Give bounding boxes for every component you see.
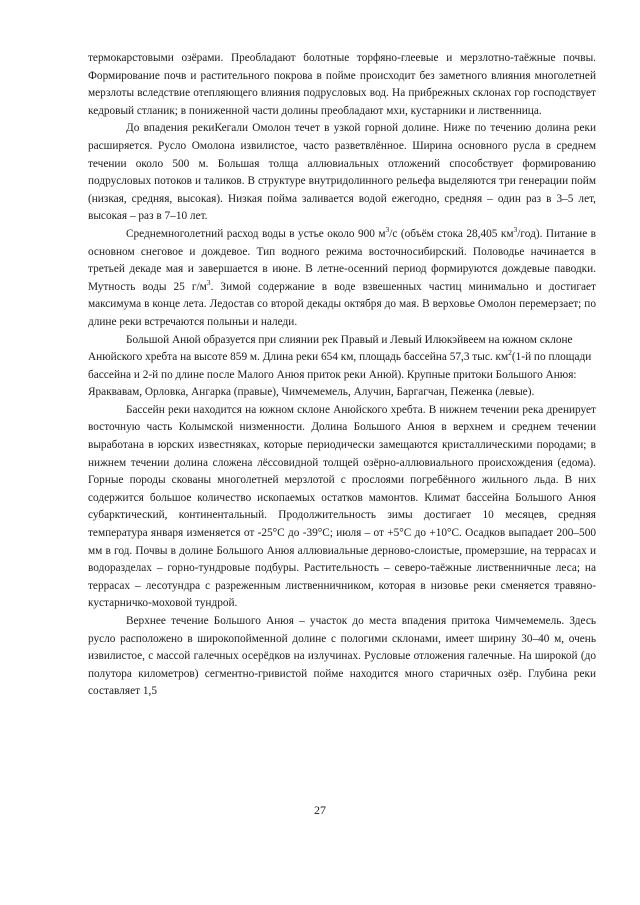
page-number: 27 — [314, 803, 326, 817]
paragraph-upper-course: Верхнее течение Большого Анюя – участок до места впадения притока Чимчемемель. Здесь русло расположено в широкопойменной долине с пологими склонами, имеет ширину 30–40 м, очень извилистое, с массой галечных осерёдков на излучинах. Русловые отложения галечные. На широкой (до полутора километров) сегментно-гривистой пойме находится много старичных озёр. Глубина реки составляет 1,5 — [88, 615, 596, 698]
document-page — [88, 50, 596, 701]
text-segment: . Зимой содержание в воде взвешенных частиц минимально и достигает максимума в конце лета. Ледостав со второй декады октября до мая. В верховье Омолон перемерзает; по длине реки встречаются полыньи и наледи. — [88, 280, 596, 328]
text-segment: /год). Питание в основном снеговое и дождевое. Тип водного режима восточносибирский. Половодье начинается в третьей декаде мая и завершается в июне. В летне-осенний период формируются дождевые паводки. Мутность воды 25 г/м — [88, 227, 596, 293]
paragraph-omolon-valley: До впадения рекиКегали Омолон течет в узкой горной долине. Ниже по течению долина реки расширяется. Русло Омолона извилистое, часто разветвлённое. Ширина основного русла в среднем течении около 500 м. Большая толща аллювиальных отложений способствует формированию подрусловых потоков и таликов. В структуре внутридолинного рельефа выделяются три генерации пойм (низкая, средняя, высокая). Низкая пойма заливается водой ежегодно, средняя – один раз в 3–5 лет, высокая – раз в 7–10 лет. — [88, 122, 596, 223]
text-segment: Среднемноголетний расход воды в устье около 900 м — [126, 227, 386, 240]
paragraph-basin-description: Бассейн реки находится на южном склоне Анюйского хребта. В нижнем течении река дренирует восточную часть Колымской низменности. Долина Большого Анюя в верхнем и среднем течении выработана в юрских известняках, которые периодически замещаются кристаллическими породами; в нижнем течении долина сложена лёссовидной толщей озёрно-аллювиального происхождения (едома). Горные породы скованы многолетней мерзлотой с прослоями погребённого жильного льда. В них содержится большое количество ископаемых остатков мамонтов. Климат бассейна Большого Анюя субарктический, континентальный. Продолжительность зимы достигает 10 месяцев, средняя температура января изменяется от -25°С до -39°С; июля – от +5°С до +10°С. Осадков выпадает 200–500 мм в год. Почвы в долине Большого Анюя аллювиальные дерново-слоистые, промерзшие, на террасах и водоразделах – горно-тундровые подбуры. Растительность – северо-таёжные лиственничные леса; на террасах – лесотундра с разреженным лиственничником, которая в низовье реки сменяется травяно-кустарничко-моховой тундрой. — [88, 403, 596, 610]
text-segment: Большой Анюй образуется при слиянии рек Правый и Левый Илюкэйвеем на южном склоне Анюйского хребта на высоте 859 м. Длина реки 654 км, площадь бассейна 57,3 тыс. км — [88, 333, 573, 364]
superscript: 3 — [513, 225, 518, 235]
superscript: 3 — [385, 225, 390, 235]
paragraph-permafrost-soils: термокарстовыми озёрами. Преобладают болотные торфяно-глеевые и мерзлотно-таёжные почвы. Формирование почв и растительного покрова в пойме происходит без заметного влияния многолетней мерзлоты вследствие отепляющего влияния подрусловых вод. На прибрежных склонах гор господствует кедровый стланик; в пониженной части долины преобладают мхи, кустарники и лиственница. — [88, 52, 596, 117]
superscript: 2 — [508, 348, 512, 358]
superscript: 3 — [206, 277, 211, 287]
paragraph-bolshoy-anyuy-origin — [88, 332, 596, 402]
text-segment: /с (объём стока 28,405 км — [389, 227, 514, 240]
paragraph-omolon-discharge — [88, 226, 596, 332]
text-segment: (1-й по площади бассейна и 2-й по длине после Малого Анюя приток реки Анюй). Крупные притоки Большого Анюя: Яраквавам, Орловка, Ангарка (правые), Чимчемемель, Алучин, Баргагчан, Пеженка (левые). — [88, 351, 592, 399]
